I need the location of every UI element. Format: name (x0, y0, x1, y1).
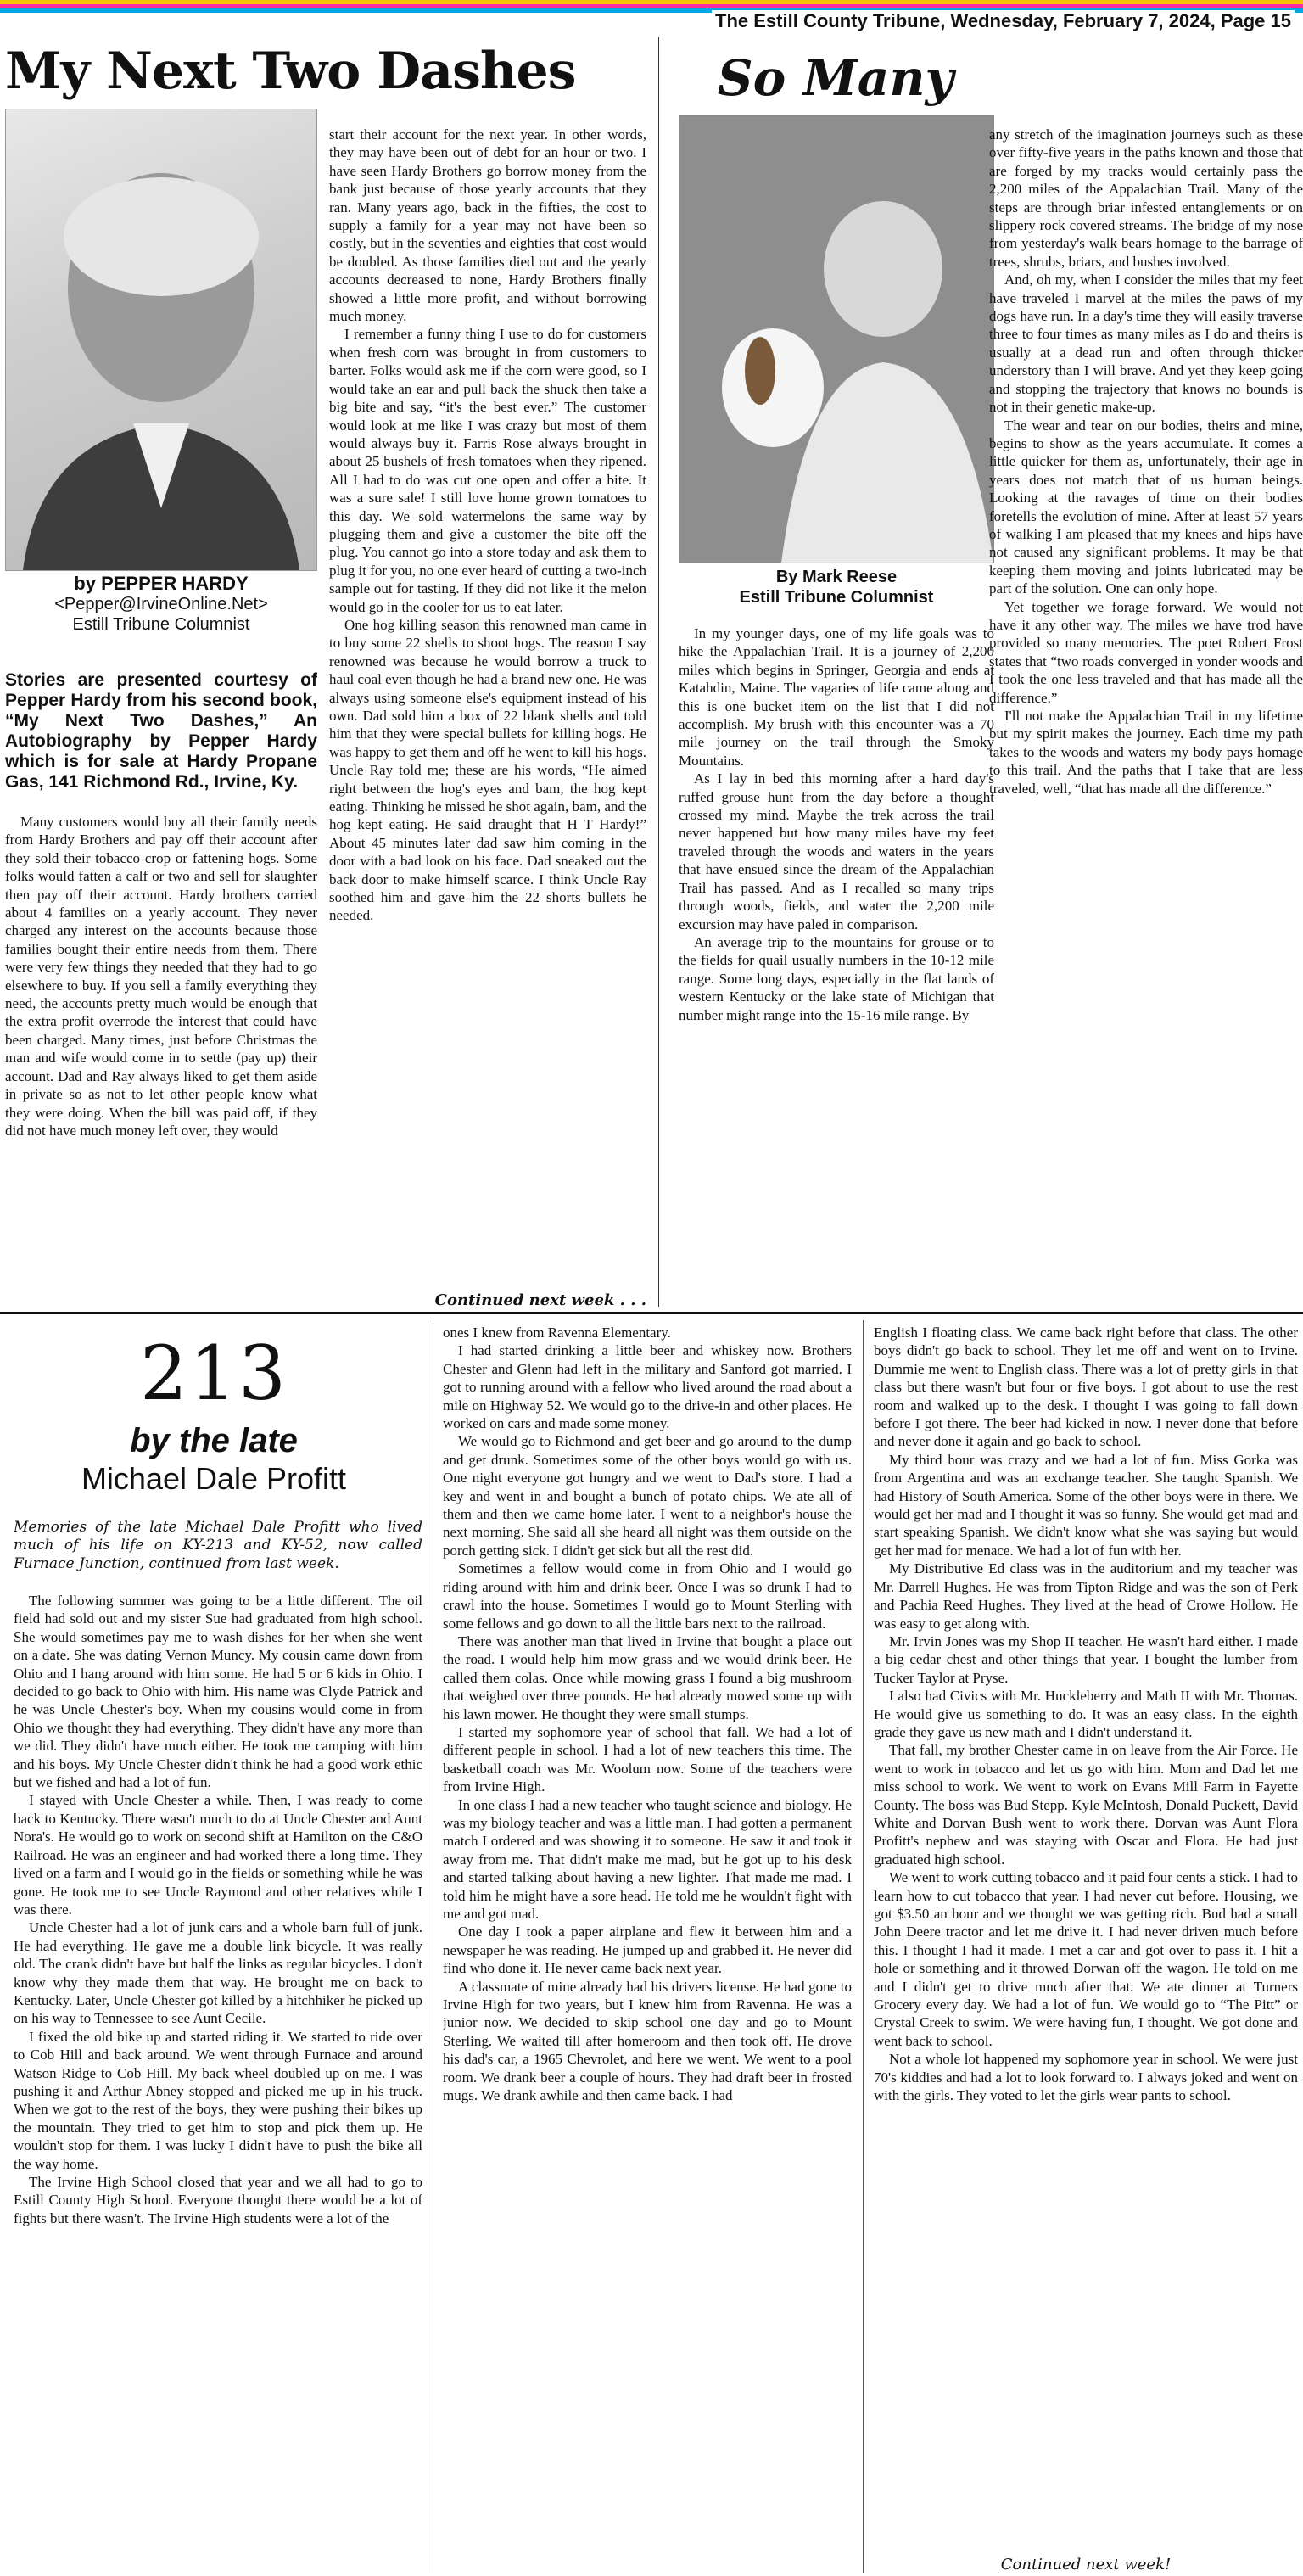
article3-column1 (14, 1592, 422, 2574)
paragraph: One day I took a paper airplane and flew it between him and a newspaper he was reading. He jumped up and grabbed it. He never did find who done it. He never came back next year. (443, 1924, 852, 1977)
paragraph: My third hour was crazy and we had a lot of fun. Miss Gorka was from Argentina and was an exchange teacher. She taught Spanish. We had History of South America. Some of the other boys were in there. We would get her mad and I thought it was so funny. She would get mad and start speaking Spanish. We didn't know what she was saying but would get her mad for menace. We had a lot of fun with her. (874, 1451, 1298, 1559)
paragraph: I'll not make the Appalachian Trail in my lifetime but my spirit makes the journey. Each time my path takes to the woods and waters my body pays homage to this trail. And the paths that I take that are less traveled, well, “that has made all the difference.” (989, 708, 1303, 797)
headline-so-many-miles: So Many (717, 49, 954, 107)
column-divider (863, 1320, 864, 2573)
paragraph: The wear and tear on our bodies, theirs and mine, begins to show as the years accumulate. It comes a little quicker for them as, unfortunately, their age in years does not match that of us human beings. Looking at the ravages of time on their bodies foretells the evolution of mine. After at least 57 years of walking I am pleased that my knees and hips have not caused any significant problems. It may be that keeping them moving and joints lubricated may be part of the solution. One can only hope. (989, 417, 1303, 597)
byline-role: Estill Tribune Columnist (739, 588, 934, 607)
author-photo-mark-reese (679, 115, 994, 563)
paragraph: As I lay in bed this morning after a hard day's ruffed grouse hunt from the day before a thought crossed my mind. Maybe the trek across the trail never happened but how many miles have my feet traveled through the woods and waters in the years that have ensued since the dream of the Appalachian Trail has passed. And as I recalled so many trips through woods, fields, and water the 2,200 mile excursion may have paled in comparison. (679, 770, 994, 932)
continued-note: Continued next week! (1000, 2556, 1172, 2573)
paragraph: Mr. Irvin Jones was my Shop II teacher. He wasn't hard either. I made a big cedar chest and other things that year. I bought the lumber from Tucker Taylor at Pryse. (874, 1632, 1298, 1686)
man-with-dog-photo-icon (679, 116, 993, 563)
paragraph: There was another man that lived in Irvine that bought a place out the road. I would help him mow grass and we would drink beer. He called them colas. Once while mowing grass I found a big mushroom that weighed over three pounds. He had already mowed some up with his lawn mower. He thought they were small stumps. (443, 1632, 852, 1722)
paragraph: I started my sophomore year of school that fall. We had a lot of different people in school. I had a lot of new teachers this time. The basketball coach was Mr. Woolum now. Some of the teachers were from Irvine High. (443, 1723, 852, 1795)
byline-role: Estill Tribune Columnist (72, 615, 250, 634)
paragraph: A classmate of mine already had his drivers license. He had gone to Irvine High for two years, but I knew him from Ravenna. He was a junior now. We decided to skip school one day and go to Mount Sterling. We waited till after homeroom and then took off. He drove his dad's car, a 1965 Chevrolet, and here we went. We went to a pool room. We drank beer a couple of hours. They had draft beer in frosted mugs. We drank awhile and then came back. I had (443, 1978, 852, 2104)
author-photo-pepper-hardy (5, 109, 317, 571)
article1-column2 (329, 126, 646, 1291)
paragraph: I had started drinking a little beer and whiskey now. Brothers Chester and Glenn had left in the military and Sanford got married. I got to running around with a fellow who lived around the road about a mile on Highway 52. We would go to the drive-in and other places. He worked on cars and made some money. (443, 1342, 852, 1432)
byline-mark-reese (679, 567, 994, 608)
portrait-silhouette-icon (6, 109, 316, 570)
headline-213-tales: 213 (140, 1330, 288, 1417)
paragraph: An average trip to the mountains for grouse or to the fields for quail usually numbers in the 10-12 mile range. Some long days, especially in the flat lands of western Kentucky or the lake state of Michigan that number might range into the 15-16 mile range. By (679, 933, 994, 1023)
byline-name: By Mark Reese (775, 568, 898, 586)
paragraph: And, oh my, when I consider the miles that my feet have traveled I marvel at the miles the paws of my dogs have run. In a day's time they will easily traverse three to four times as many miles as I do and theirs is usually at a dead run and often through thicker understory than I will brave. And yet they keep going and stopping the trajectory that knows no bounds is not in their genetic make-up. (989, 272, 1303, 416)
article2-column2 (989, 126, 1303, 1295)
paragraph: In my younger days, one of my life goals was to hike the Appalachian Trail. It is a journey of 2,200 miles which begins in Springer, Georgia and ends at Katahdin, Maine. The vagaries of life came along and this is one bucket item on the list that I did not accomplish. My brush with this encounter was a 70 mile journey on the trail through the Smoky Mountains. (679, 625, 994, 769)
byline-name: by PEPPER HARDY (74, 574, 249, 594)
paragraph: I fixed the old bike up and started riding it. We started to ride over to Cob Hill and back around. We went through Furnace and around Watson Ridge to Cob Hill. My back wheel doubled up on me. I was pushing it and Arthur Abney stopped and picked me up in his truck. When we got to the rest of the boys, they were pushing their bikes up the mountain. They tried to get him to stop and pick them up. He wouldn't stop for them. I was lucky I didn't have to push the bike all the way home. (14, 2028, 422, 2172)
paragraph: One hog killing season this renowned man came in to buy some 22 shells to shoot hogs. The reason I say renowned was because he would borrow a truck to haul coal even though he had a brand new one. He was always using someone else's equipment instead of his own. Dad sold him a box of 22 blank shells and told him that they were special bullets for killing hogs. He was happy to get them and off he went to kill his hogs. Uncle Ray told me; these are his words, “He aimed right between the hog's eyes and bam, the hog kept eating. Thinking he missed he shot again, bam, and the hog kept eating. He said draught that H T Hardy!” About 45 minutes later dad saw him coming in the door with a bad look on his face. Dad sneaked out the back door to make himself scarce. I think Uncle Ray soothed him and gave him the 22 shorts bullets he needed. (329, 616, 646, 924)
paragraph: In one class I had a new teacher who taught science and biology. He was my biology teacher and was a little man. I had gotten a permanent match I ordered and was showing it to someone. He saw it and took it away from me. That didn't make me mad, but he got up to his desk and started talking about having a new lighter. That made me mad. I told him he might have a sore head. He told me he wouldn't fight with me and got mad. (443, 1796, 852, 1922)
tales-intro-note: Memories of the late Michael Dale Profitt who lived much of his life on KY-213 and KY-52, now called Furnace Junction, continued from last week. (14, 1519, 422, 1572)
byline-email[interactable]: <Pepper@IrvineOnline.Net> (54, 595, 268, 613)
paragraph: start their account for the next year. In other words, they may have been out of debt for an hour or two. I have seen Hardy Brothers go borrow money from the bank just because of those yearly accounts that they ran. Many years ago, back in the fifties, the cost to supply a family for a year may not have been so costly, but in the seventies and eighties that cost would be doubled. As those families died out and the yearly accounts decreased to none, Hardy Brothers finally showed a little more profit, and without borrowing much money. (329, 126, 646, 325)
paragraph: That fall, my brother Chester came in on leave from the Air Force. He went to work in tobacco and let us go with him. Mom and Dad let me miss school to work. We went to work on Evans Mill Farm in Fayette County. The boss was Bud Stepp. Kyle McIntosh, Donald Puckett, David White and Dorvan Bush went to work there. Dorvan was Aunt Flora Profitt's nephew and was staying with Oscar and Flora. He had just graduated high school. (874, 1742, 1298, 1868)
paragraph: The Irvine High School closed that year and we all had to go to Estill County High School. Everyone thought there would be a lot of fights but there wasn't. The Irvine High students were a lot of the (14, 2174, 422, 2226)
paragraph: ones I knew from Ravenna Elementary. (443, 1324, 671, 1341)
paragraph: Uncle Chester had a lot of junk cars and a whole barn full of junk. He had everything. He gave me a double link bicycle. It was really old. The crank didn't have but half the links as regular bicycles. I don't know why they made them that way. He brought me on back to Kentucky. Later, Uncle Chester got killed by a hitchhiker he picked up on his way to Tennessee to see Aunt Cecile. (14, 1919, 422, 2027)
article2-column1 (679, 624, 994, 1295)
article3-column2 (443, 1324, 852, 2574)
byline-pepper-hardy (5, 574, 317, 635)
page-folio: The Estill County Tribune, Wednesday, February 7, 2024, Page 15 (712, 10, 1295, 32)
paragraph: I stayed with Uncle Chester a while. Then, I was ready to come back to Kentucky. There wasn't much to do at Uncle Chester and Aunt Nora's. He would go to work on second shift at Hamilton on the C&O Railroad. He was an engineer and had worked there a long time. They lived on a farm and I would go in the fields or something while he was gone. He took me to see Uncle Raymond and other relatives while I was there. (14, 1792, 422, 1918)
paragraph: Sometimes a fellow would come in from Ohio and I would go riding around with him and drink beer. Once I was so drunk I had to crawl into the house. Sometimes I would go to Mount Sterling with some fellows and go down to all the little bars next to the railroad. (443, 1560, 852, 1632)
top-color-bar (0, 0, 1303, 31)
tales-by-line: by the late (130, 1422, 298, 1459)
column-divider (658, 37, 659, 1307)
paragraph: My Distributive Ed class was in the auditorium and my teacher was Mr. Darrell Hughes. He was from Tipton Ridge and was the son of Perk and Pachia Reed Hughes. They lived at the head of Crowe Hollow. He was easy to get along with. (874, 1560, 1298, 1632)
continued-note: Continued next week . . . (434, 1291, 646, 1309)
article3-column3 (874, 1324, 1298, 2557)
paragraph: English I floating class. We came back right before that class. The other boys didn't go back to school. They let me off and went on to Irvine. Dummie me went to English class. There was a lot of pretty girls in that class but there wasn't but four or five boys. I got about to use the rest room and walked up to the desk. I thought I was going to fall down before I got there. The beer had kicked in now. I never done that before and never done it again and go back to school. (874, 1324, 1298, 1450)
paragraph: Yet together we forage forward. We would not have it any other way. The miles we have trod have provided so many memories. The poet Robert Frost states that “two roads converged in yonder woods and I took the one less traveled and that has made all the difference.” (989, 598, 1303, 706)
paragraph: We would go to Richmond and get beer and go around to the dump and get drunk. Sometimes some of the other boys would go with us. One night everyone got hungry and we went to Dad's store. I had a key and went in and bought a bunch of potato chips. We ate all of them and then we came home later. I went to a neighbor's house the next morning. She said all she heard all night was them outside on the porch getting sick. I didn't get sick but all the rest did. (443, 1433, 852, 1559)
paragraph: I remember a funny thing I use to do for customers when fresh corn was brought in from customers to barter. Folks would ask me if the corn were good, so I would take an ear and pull back the shuck then take a big bite and say, “it's the best ever.” The customer would look at me like I was crazy but most of them would always buy it. Farris Rose always brought in about 25 bushels of fresh tomatoes when they ripened. All I had to do was cut one open and offer a bite. It was a sure sale! I still love home grown tomatoes to this day. We sold watermelons the same way by plugging them and give a customer the bite off the plug. You cannot go into a store today and ask them to plug it for you, no one ever heard of cutting a two-inch sample out for tasting. If they did not like it the melon would go in the cooler for us to eat later. (329, 326, 646, 615)
headline-my-next-two-dashes: My Next Two Dashes (5, 42, 576, 101)
section-divider (0, 1312, 1303, 1314)
article1-column1 (5, 813, 317, 1291)
book-courtesy-note: Stories are presented courtesy of Pepper Hardy from his second book, “My Next Two Dashes,” An Autobiography by Pepper Hardy which is for sale at Hardy Propane Gas, 141 Richmond Rd., Irvine, Ky. (5, 670, 317, 792)
tales-author-name: Michael Dale Profitt (81, 1461, 347, 1496)
paragraph: Not a whole lot happened my sophomore year in school. We were just 70's kiddies and had a lot to look forward to. I always joked and went on with the girls. They voted to let the girls wear pants to school. (874, 2051, 1298, 2104)
paragraph: I also had Civics with Mr. Huckleberry and Math II with Mr. Thomas. He would give us something to do. It was an easy class. In the eighth grade they gave us new math and I didn't understand it. (874, 1688, 1298, 1740)
paragraph: Many customers would buy all their family needs from Hardy Brothers and pay off their account after they sold their tobacco crop or fattening hogs. Some folks would fatten a calf or two and sell for slaughter then pay off their account. Hardy brothers carried about 4 families on a yearly account. They never charged any interest on the accounts because those families bought their entire needs from them. There were very few things they needed that they had to go elsewhere to buy. If you sell a family everything they need, the accounts pretty much would be enough that the extra profit overrode the interest that could have been charged. Many times, just before Christmas the man and wife would come in to settle (pay up) their account. Dad and Ray always liked to get them aside in private so as not to let other people know what they were doing. When the bill was paid off, if they did not have much money left over, they would (5, 814, 317, 1139)
paragraph: We went to work cutting tobacco and it paid four cents a stick. I had to learn how to cut tobacco that year. I had never cut before. Housing, we got $3.50 an hour and we thought we was getting rich. Bud had a small John Deere tractor and let me drive it. I had never driven much before this. I thought I had it made. I met a car and got over to pass it. I hit a hole or something and it throwed Dorwan off the wagon. He told on me and I didn't get to drive much after that. We ate dinner at Turners Grocery every day. We had a lot of fun. We would go to “The Pitt” or Crystal Creek to swim. We were having fun, I thought. We got done and went back to school. (874, 1869, 1298, 2049)
paragraph: The following summer was going to be a little different. The oil field had sold out and my sister Sue had graduated from high school. She would sometimes pay me to wash dishes for her when she went on a date. She was dating Vernon Muncy. My cousin came down from Ohio and I hang around with him some. He had 5 or 6 kids in Ohio. I decided to go back to Ohio with him. His name was Clyde Patrick and he was Uncle Chester's boy. When my cousins would come in from Ohio we thought they had everything. They didn't have any more than we did. They didn't have much either. He took me camping with him and his boys. My Uncle Chester didn't think he had a good work ethic but we fished and had a lot of fun. (14, 1593, 422, 1791)
paragraph: any stretch of the imagination journeys such as these over fifty-five years in the paths known and those that are forged by my tracks would certainly pass the 2,200 miles of the Appalachian Trail. Many of the steps are through briar infested entanglements or on slippery rock covered streams. The bridge of my nose from yesterday's walk bears homage to the barrage of trees, shrubs, briars, and bushes involved. (989, 126, 1303, 270)
